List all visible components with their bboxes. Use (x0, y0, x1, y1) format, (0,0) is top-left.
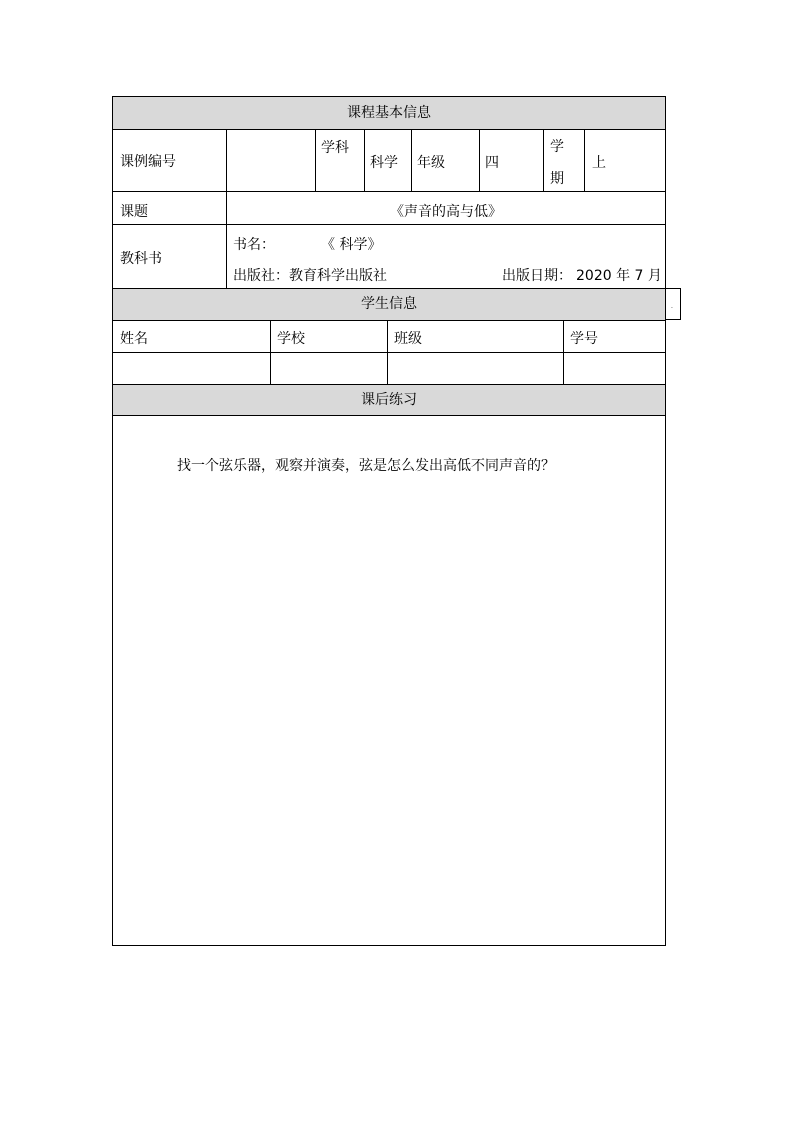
col-divider (315, 130, 316, 192)
section-title: 课程基本信息 (347, 105, 431, 121)
col-divider (364, 130, 365, 192)
subject-label: 学科 (321, 140, 349, 156)
book-name-value: 《 科学》 (321, 237, 382, 253)
col-divider (387, 321, 388, 384)
topic-label: 课题 (120, 204, 148, 220)
school-label: 学校 (277, 331, 305, 347)
class-label: 班级 (394, 331, 422, 347)
subject-value: 科学 (370, 155, 398, 171)
course-id-label: 课例编号 (120, 154, 176, 170)
publisher-value: 教育科学出版社 (289, 268, 387, 284)
row-divider (113, 352, 665, 353)
section-title: 学生信息 (361, 296, 417, 312)
grade-label: 年级 (417, 155, 445, 171)
topic-value: 《声音的高与低》 (390, 204, 502, 220)
term-label-line1: 学 (550, 139, 564, 155)
col-divider (584, 130, 585, 192)
section-title: 课后练习 (361, 392, 417, 408)
publisher-label: 出版社： (233, 268, 289, 284)
pub-date-value: 2020 年 7 月 (576, 268, 662, 284)
term-value: 上 (592, 155, 606, 171)
col-divider (543, 130, 544, 192)
course-info-form (112, 96, 666, 946)
student-no-label: 学号 (570, 331, 598, 347)
pub-date-label: 出版日期： (502, 268, 572, 284)
term-label-line2: 期 (550, 171, 564, 187)
name-label: 姓名 (120, 331, 148, 347)
margin-marker-box: . (666, 288, 681, 320)
homework-question: 找一个弦乐器，观察并演奏，弦是怎么发出高低不同声音的？ (177, 458, 555, 474)
book-name-label: 书名： (233, 237, 275, 253)
row-divider (113, 224, 665, 225)
section-header-course-info (113, 97, 665, 130)
col-divider (479, 130, 480, 192)
textbook-label: 教科书 (120, 251, 162, 267)
grade-value: 四 (485, 155, 499, 171)
section-header-student-info (113, 289, 665, 321)
col-divider (270, 321, 271, 384)
col-divider (563, 321, 564, 384)
section-header-homework (113, 385, 665, 416)
col-divider (411, 130, 412, 192)
row-divider (113, 191, 665, 192)
